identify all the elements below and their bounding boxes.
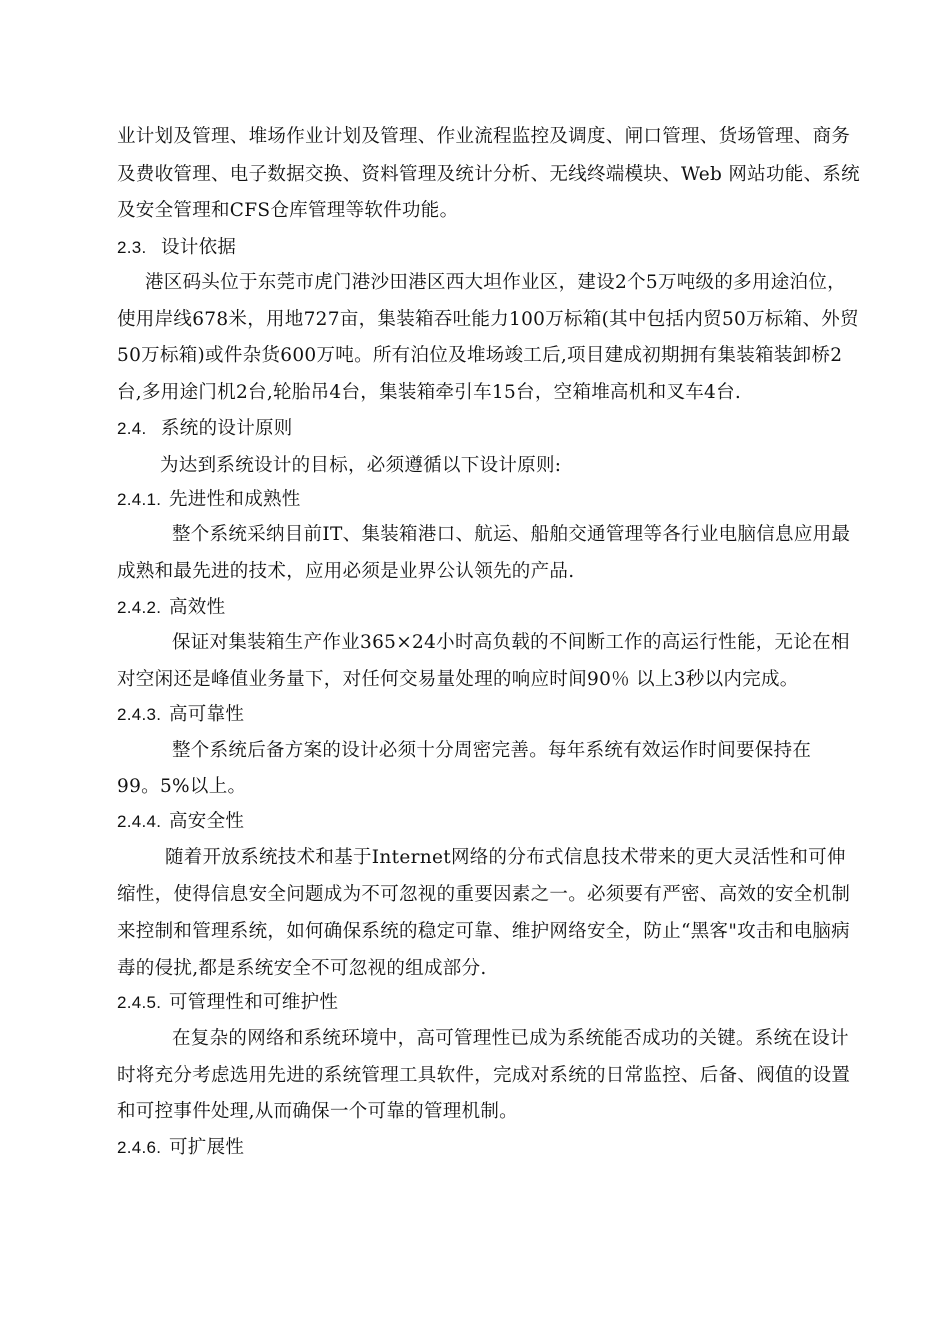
section-heading-2-4-2 — [117, 596, 225, 620]
body-text-line: 时将充分考虑选用先进的系统管理工具软件，完成对系统的日常监控、后备、阀值的设置 — [117, 1065, 851, 1086]
body-text-line: 随着开放系统技术和基于Internet网络的分布式信息技术带来的更大灵活性和可伸 — [165, 847, 846, 868]
body-text-line: 缩性，使得信息安全问题成为不可忽视的重要因素之一。必须要有严密、高效的安全机制 — [117, 884, 851, 905]
body-text-line: 来控制和管理系统，如何确保系统的稳定可靠、维护网络安全，防止“黑客"攻击和电脑病 — [117, 921, 850, 942]
section-number: 2.4.5. — [117, 993, 162, 1012]
section-title: 设计依据 — [161, 237, 237, 258]
body-text-line: 99。5%以上。 — [117, 776, 247, 797]
body-text-line: 对空闲还是峰值业务量下，对任何交易量处理的响应时间90％ 以上3秒以内完成。 — [117, 669, 799, 690]
section-title: 可管理性和可维护性 — [169, 992, 339, 1013]
section-number: 2.4. — [117, 419, 147, 438]
body-text-line: 及安全管理和CFS仓库管理等软件功能。 — [117, 200, 459, 221]
section-heading-2-4 — [117, 417, 293, 441]
body-text-line: 整个系统采纳目前IT、集装箱港口、航运、船舶交通管理等各行业电脑信息应用最 — [172, 524, 851, 545]
body-text-line: 成熟和最先进的技术，应用必须是业界公认领先的产品. — [117, 561, 575, 582]
section-title: 高安全性 — [169, 811, 245, 832]
body-text-line: 港区码头位于东莞市虎门港沙田港区西大坦作业区，建设2个5万吨级的多用途泊位， — [145, 272, 846, 293]
body-text-line: 及费收管理、电子数据交换、资料管理及统计分析、无线终端模块、Web 网站功能、系统 — [117, 164, 860, 185]
section-number: 2.4.1. — [117, 490, 162, 509]
section-number: 2.4.2. — [117, 598, 162, 617]
section-title: 高可靠性 — [169, 704, 245, 725]
body-text-line: 整个系统后备方案的设计必须十分周密完善。每年系统有效运作时间要保持在 — [172, 740, 812, 761]
body-text-line: 在复杂的网络和系统环境中，高可管理性已成为系统能否成功的关键。系统在设计 — [172, 1028, 849, 1049]
section-number: 2.4.4. — [117, 812, 162, 831]
section-heading-2-4-4 — [117, 810, 244, 834]
body-text-line: 为达到系统设计的目标，必须遵循以下设计原则: — [160, 455, 562, 476]
body-text-line: 和可控事件处理,从而确保一个可靠的管理机制。 — [117, 1101, 518, 1122]
section-number: 2.4.3. — [117, 705, 162, 724]
body-text-line: 业计划及管理、堆场作业计划及管理、作业流程监控及调度、闸口管理、货场管理、商务 — [117, 126, 851, 147]
section-number: 2.3. — [117, 238, 147, 257]
body-text-line: 50万标箱)或件杂货600万吨。所有泊位及堆场竣工后,项目建成初期拥有集装箱装卸桥2 — [117, 345, 843, 366]
section-number: 2.4.6. — [117, 1138, 162, 1157]
body-text-line: 保证对集装箱生产作业365×24小时高负载的不间断工作的高运行性能，无论在相 — [172, 632, 850, 653]
section-heading-2-4-3 — [117, 703, 244, 727]
body-text-line: 毒的侵扰,都是系统安全不可忽视的组成部分. — [117, 958, 487, 979]
body-text-line: 台,多用途门机2台,轮胎吊4台，集装箱牵引车15台，空箱堆高机和叉车4台. — [117, 382, 742, 403]
section-title: 可扩展性 — [169, 1137, 245, 1158]
section-title: 高效性 — [169, 597, 226, 618]
section-title: 先进性和成熟性 — [169, 489, 301, 510]
section-heading-2-4-1 — [117, 488, 301, 512]
body-text-line: 使用岸线678米，用地727亩，集装箱吞吐能力100万标箱(其中包括内贸50万标箱、外贸 — [117, 309, 859, 330]
section-heading-2-4-5 — [117, 991, 338, 1015]
section-heading-2-4-6 — [117, 1136, 244, 1160]
section-heading-2-3 — [117, 236, 236, 260]
section-title: 系统的设计原则 — [161, 418, 293, 439]
